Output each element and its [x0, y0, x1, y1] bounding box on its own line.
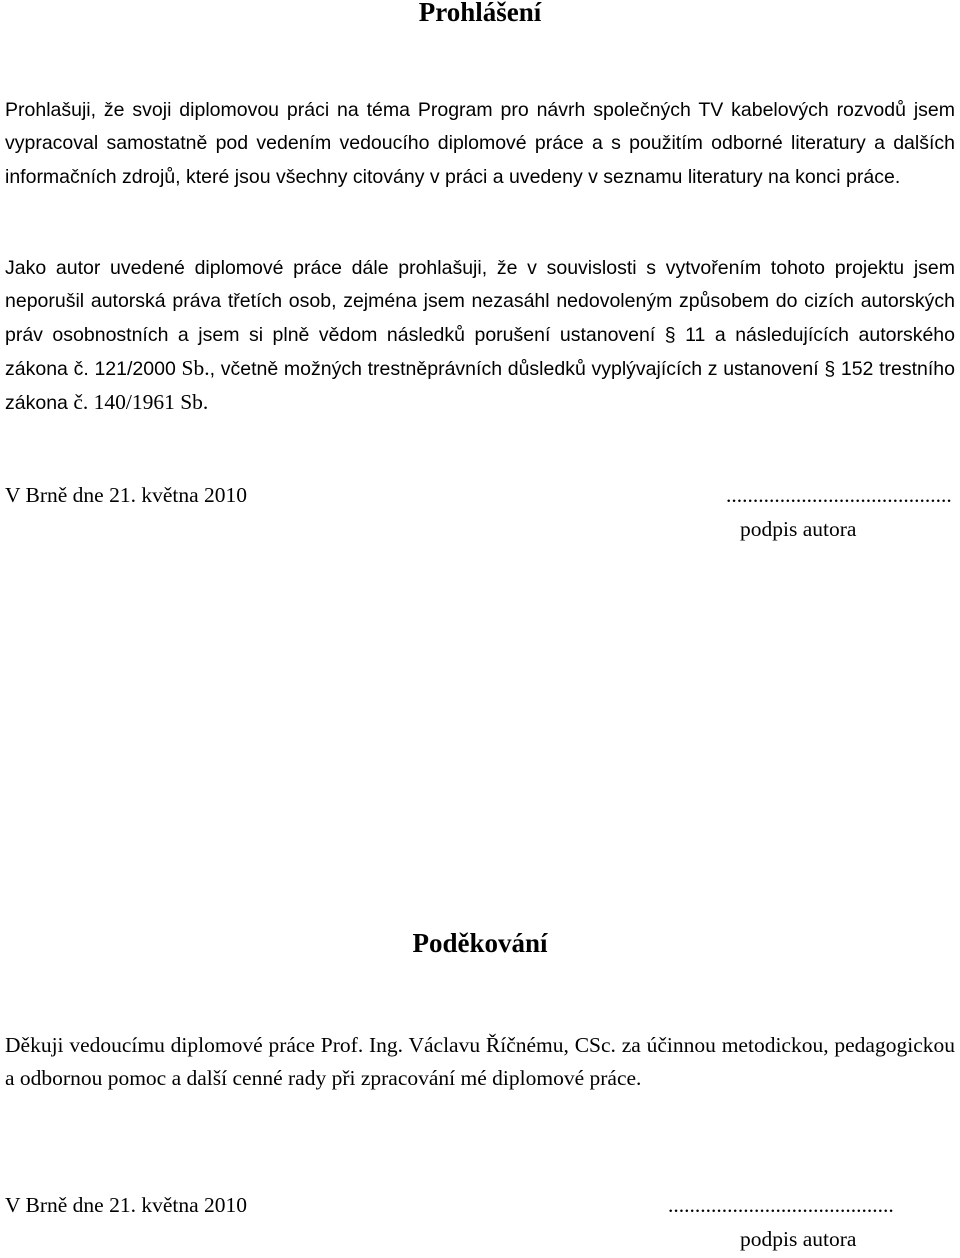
declaration-paragraph-2-law-ref: č. 140/1961 Sb. — [73, 390, 209, 415]
acknowledgement-signature-dots: .......................................... — [668, 1193, 894, 1217]
declaration-place-date: V Brně dne 21. května 2010 — [5, 483, 248, 507]
declaration-signature-dots: .......................................... — [726, 483, 952, 507]
declaration-paragraph-2-text: Jako autor uvedené diplomové práce dále prohlašuji, že v souvislosti s vytvořením tohoto projektu jsem neporušil autorská práva třetích osob, zejména jsem nezasáhl nedovoleným způsobem do cizích autorských práv osobnostních a jsem si plně vědom následků porušení ustanovení § 11 a následujících autorského zákona č. 121/2000 — [5, 257, 955, 380]
acknowledgement-title: Poděkování — [412, 928, 548, 958]
acknowledgement-place-date: V Brně dne 21. května 2010 — [5, 1193, 248, 1217]
declaration-paragraph-1: Prohlašuji, že svoji diplomovou práci na téma Program pro návrh společných TV kabelových rozvodů jsem vypracoval samostatně pod vedením vedoucího diplomové práce a s použitím odborné literatury a dalších informačních zdrojů, které jsou všechny citovány v práci a uvedeny v seznamu literatury na konci práce. — [5, 99, 955, 188]
declaration-paragraph-2 — [5, 252, 955, 420]
declaration-title: Prohlášení — [418, 0, 542, 27]
declaration-signature-label: podpis autora — [740, 517, 857, 541]
acknowledgement-paragraph: Děkuji vedoucímu diplomové práce Prof. Ing. Václavu Říčnému, CSc. za účinnou metodickou, pedagogickou a odbornou pomoc a další cenné rady při zpracování mé diplomové práce. — [5, 1033, 955, 1091]
declaration-paragraph-2-text-cont: , včetně možných trestněprávních důsledků vyplývajících z ustanovení § 152 trestního zákona — [5, 357, 955, 415]
acknowledgement-signature-label: podpis autora — [740, 1227, 857, 1251]
declaration-paragraph-2-sb: Sb. — [181, 355, 210, 380]
